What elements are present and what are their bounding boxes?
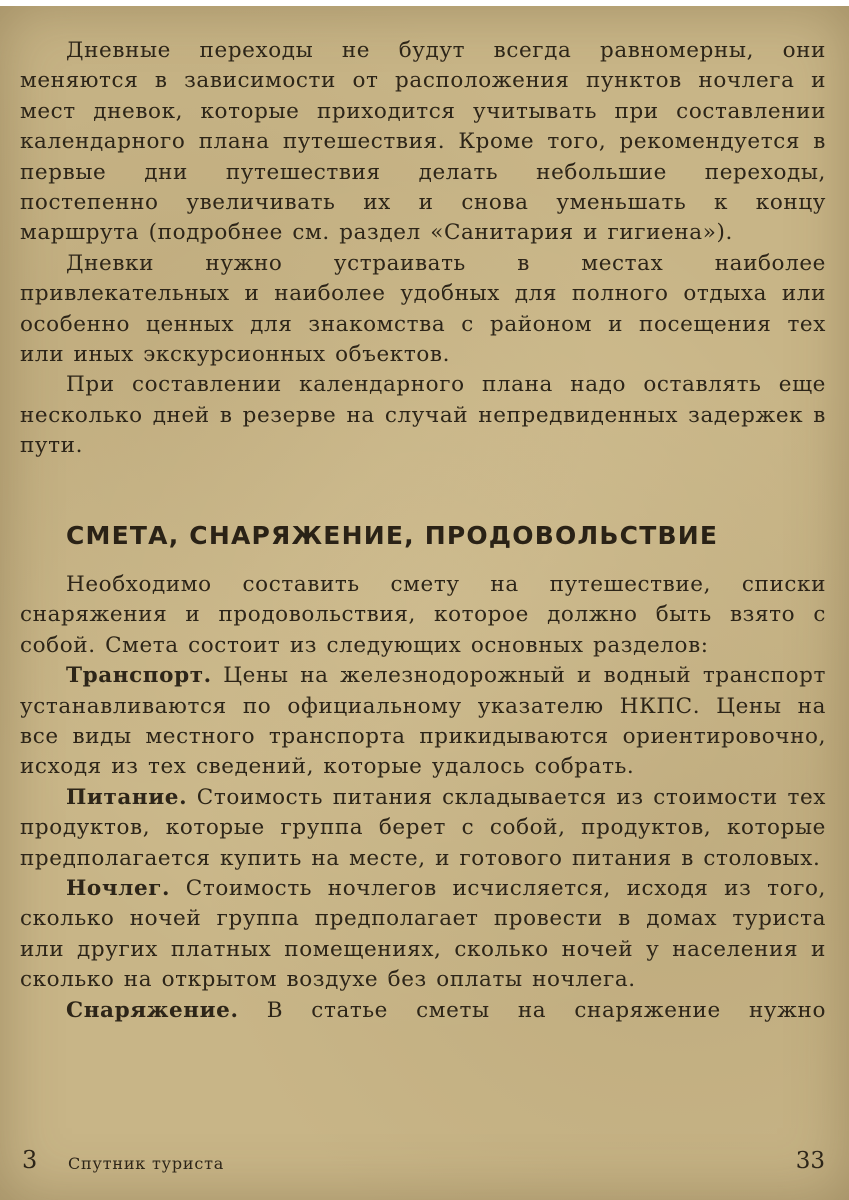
page-number: 33 [795, 1148, 825, 1174]
paragraph-daily-marches: Дневные переходы не будут всегда равномерны, они меняются в зависимости от расположения пунктов ночлега и мест дневок, которые приходится учитывать при составлении календарного плана путешествия. Кроме того, рекомендуется в первые дни путешествия делать небольшие переходы, постепенно увеличивать их и снова уменьшать к концу маршрута (подробнее см. раздел «Санитария и гигиена»). [20, 38, 826, 246]
paragraph-estimate-intro: Необходимо составить смету на путешествие, списки снаряжения и продовольствия, которое должно быть взято с собой. Смета состоит из следующих основных разделов: [20, 572, 826, 658]
book-page [0, 6, 849, 1200]
paragraph-transport [20, 661, 826, 783]
lead-transport: Транспорт. [66, 663, 212, 689]
lead-equipment: Снаряжение. [66, 997, 239, 1023]
text-equipment: В статье сметы на снаряжение нужно [238, 997, 826, 1023]
text-food: Стоимость питания складывается из стоимости тех продуктов, которые группа берет с собой, продуктов, которые предполагается купить на месте, и готового питания в столовых. [20, 784, 826, 871]
paragraph-equipment [20, 996, 826, 1026]
lead-food: Питание. [66, 784, 188, 810]
page-footer [0, 1146, 849, 1186]
text-transport: Цены на железнодорожный и водный транспорт устанавливаются по официальному указателю НКПС. Цены на все виды местного транспорта прикидываются ориентировочно, исходя из тех сведений, которые удалось собрать. [20, 663, 826, 780]
paragraph-lodging [20, 874, 826, 996]
paragraph-rest-days: Дневки нужно устраивать в местах наиболее привлекательных и наиболее удобных для полного отдыха или особенно ценных для знакомства с районом и посещения тех или иных экскурсионных объектов. [20, 250, 826, 368]
paragraph-food [20, 783, 826, 874]
paragraph-reserve-days: При составлении календарного плана надо оставлять еще несколько дней в резерве на случай непредвиденных задержек в пути. [20, 372, 826, 459]
text-lodging: Стоимость ночлегов исчисляется, исходя из того, сколько ночей группа предполагает провести в домах туриста или других платных помещениях, сколько ночей у населения и сколько на открытом воздухе без оплаты ночлега. [20, 876, 826, 993]
section-heading: СМЕТА, СНАРЯЖЕНИЕ, ПРОДОВОЛЬСТВИЕ [66, 521, 719, 550]
top-text-block [20, 36, 826, 462]
signature-title: Спутник туриста [68, 1154, 225, 1173]
signature-number: 3 [22, 1146, 38, 1174]
lead-lodging: Ночлег. [66, 876, 171, 902]
estimate-text-block [20, 570, 826, 1026]
